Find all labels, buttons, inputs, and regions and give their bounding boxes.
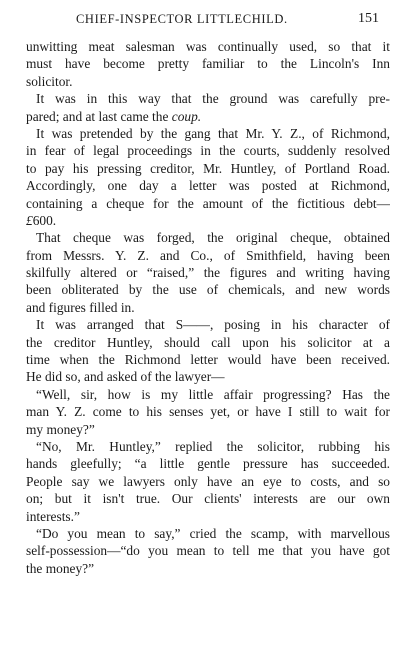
text-line <box>26 160 390 177</box>
text-line <box>26 473 390 490</box>
text-line <box>26 334 390 351</box>
line-text: and figures filled in. <box>26 299 135 315</box>
line-text: It was pretended by the gang that Mr. Y. Z., of Richmond, <box>36 125 390 141</box>
text-line <box>26 212 390 229</box>
italic-text: coup. <box>171 108 202 124</box>
text-line <box>26 195 390 212</box>
line-text: on; but it isn't true. Our clients' interests are our own <box>26 491 390 507</box>
line-text: man Y. Z. come to his senses yet, or have I still to wait for <box>26 404 390 420</box>
line-text: the money?” <box>26 560 95 576</box>
text-line <box>26 142 390 159</box>
text-line <box>26 247 390 264</box>
line-text: self-possession—“do you mean to tell me that you have got <box>26 543 390 559</box>
text-line <box>26 455 390 472</box>
line-text: pared; and at last came the <box>26 108 172 124</box>
text-line <box>26 316 390 333</box>
line-text: time when the Richmond letter would have been received. <box>26 352 390 368</box>
text-line <box>26 490 390 507</box>
line-text: from Messrs. Y. Z. and Co., of Smithfield, having been <box>26 247 390 263</box>
line-text: containing a cheque for the amount of the fictitious debt— <box>26 195 390 211</box>
text-line <box>26 125 390 142</box>
page-number: 151 <box>358 11 379 26</box>
line-text: People say we lawyers only have an eye to costs, and so <box>26 473 390 489</box>
line-text: been obliterated by the use of chemicals, and new words <box>26 282 390 298</box>
line-text: Accordingly, one day a letter was posted at Richmond, <box>26 178 390 194</box>
page-header <box>26 10 389 30</box>
line-text: hands gleefully; “a little gentle pressure has succeeded. <box>26 456 390 472</box>
text-line <box>26 368 390 385</box>
text-line <box>26 55 390 72</box>
text-line <box>26 421 390 438</box>
line-text: That cheque was forged, the original cheque, obtained <box>36 230 390 246</box>
text-line <box>26 38 390 55</box>
text-line <box>26 281 390 298</box>
line-text: interests.” <box>26 508 80 524</box>
line-text: must have become pretty familiar to the Lincoln's Inn <box>26 56 390 72</box>
text-line <box>26 403 390 420</box>
text-line <box>26 90 390 107</box>
text-line <box>26 108 390 125</box>
line-text: solicitor. <box>26 73 73 89</box>
line-text: to pay his pressing creditor, Mr. Huntley, of Portland Road. <box>26 160 390 176</box>
line-text: “Well, sir, how is my little affair progressing? Has the <box>36 386 390 402</box>
line-text: He did so, and asked of the lawyer— <box>26 369 225 385</box>
text-line <box>26 560 390 577</box>
line-text: “No, Mr. Huntley,” replied the solicitor, rubbing his <box>36 438 390 454</box>
line-text: unwitting meat salesman was continually used, so that it <box>26 39 390 54</box>
text-line <box>26 73 390 90</box>
text-line <box>26 542 390 559</box>
line-text: the creditor Huntley, should call upon his solicitor at a <box>26 334 390 350</box>
text-line <box>26 508 390 525</box>
text-line <box>26 264 390 281</box>
text-line <box>26 229 390 246</box>
line-text: 600. <box>32 212 57 228</box>
line-text: skilfully altered or “raised,” the figures and writing having <box>26 265 390 281</box>
line-text: in fear of legal proceedings in the courts, suddenly resolved <box>26 143 390 159</box>
line-text: my money?” <box>26 421 95 437</box>
running-head: CHIEF-INSPECTOR LITTLECHILD. <box>76 12 288 26</box>
text-line <box>26 299 390 316</box>
text-line <box>26 351 390 368</box>
text-line <box>26 386 390 403</box>
text-line <box>26 177 390 194</box>
line-text: It was in this way that the ground was carefully pre- <box>36 91 390 107</box>
italic-text: £ <box>26 212 33 228</box>
line-text: It was arranged that S——, posing in his character of <box>36 317 390 333</box>
body-text <box>26 38 390 577</box>
line-text: “Do you mean to say,” cried the scamp, with marvellous <box>36 525 390 541</box>
text-line <box>26 438 390 455</box>
text-line <box>26 525 390 542</box>
